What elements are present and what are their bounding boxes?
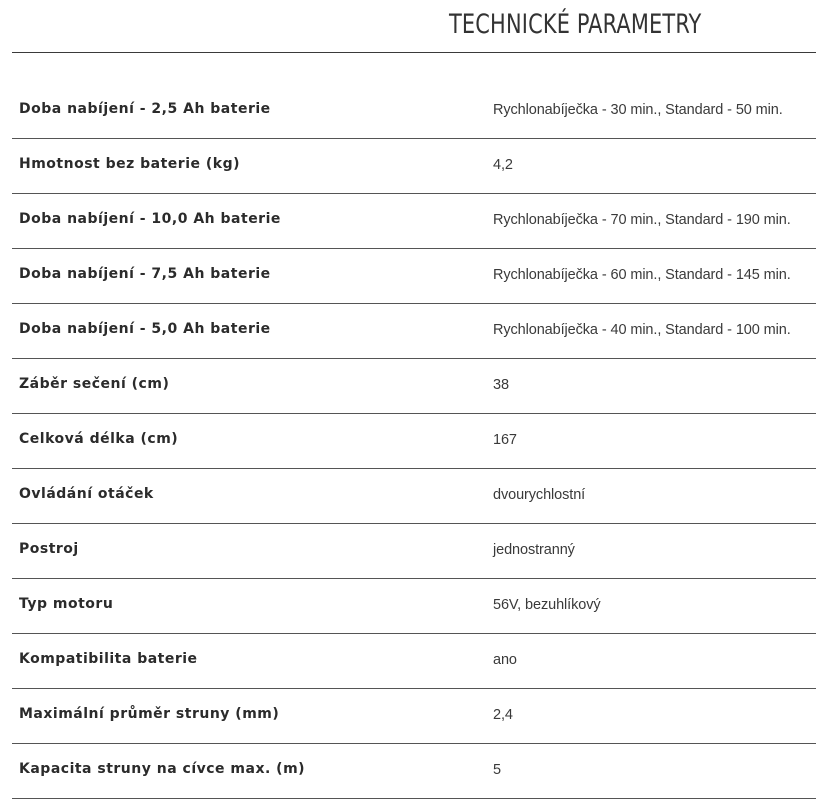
spec-label: Doba nabíjení - 7,5 Ah baterie	[19, 266, 271, 282]
spec-label: Kapacita struny na cívce max. (m)	[19, 761, 306, 777]
spec-label: Doba nabíjení - 10,0 Ah baterie	[19, 211, 281, 227]
spec-value: 56V, bezuhlíkový	[493, 597, 601, 613]
spec-value: jednostranný	[493, 542, 575, 558]
spec-label: Celková délka (cm)	[19, 431, 179, 447]
spec-row	[12, 689, 816, 744]
spec-label: Doba nabíjení - 2,5 Ah baterie	[19, 101, 271, 117]
spec-label: Doba nabíjení - 5,0 Ah baterie	[19, 321, 271, 337]
spec-value: dvourychlostní	[493, 487, 586, 503]
spec-value: Rychlonabíječka - 30 min., Standard - 50 min.	[493, 102, 783, 118]
spec-value: 2,4	[493, 707, 513, 723]
spec-row	[12, 139, 816, 194]
spec-value: 167	[493, 432, 517, 448]
section-title: TECHNICKÉ PARAMETRY	[449, 9, 702, 40]
spec-value: 5	[493, 762, 501, 778]
spec-label: Záběr sečení (cm)	[19, 376, 170, 392]
spec-table	[12, 84, 816, 799]
spec-label: Postroj	[19, 541, 79, 557]
spec-label: Maximální průměr struny (mm)	[19, 706, 280, 722]
spec-value: Rychlonabíječka - 70 min., Standard - 190 min.	[493, 212, 791, 228]
spec-value: Rychlonabíječka - 60 min., Standard - 145 min.	[493, 267, 791, 283]
spec-label: Ovládání otáček	[19, 486, 154, 502]
spec-row	[12, 634, 816, 689]
spec-row	[12, 84, 816, 139]
spec-label: Hmotnost bez baterie (kg)	[19, 156, 240, 172]
spec-row	[12, 744, 816, 799]
spec-row	[12, 304, 816, 359]
spec-label: Typ motoru	[19, 596, 114, 612]
spec-row	[12, 579, 816, 634]
spec-value: 38	[493, 377, 509, 393]
spec-value: ano	[493, 652, 517, 668]
section-header	[12, 0, 816, 53]
spec-value: Rychlonabíječka - 40 min., Standard - 100 min.	[493, 322, 791, 338]
spec-label: Kompatibilita baterie	[19, 651, 198, 667]
spec-row	[12, 249, 816, 304]
spec-row	[12, 469, 816, 524]
spec-row	[12, 414, 816, 469]
spec-row	[12, 194, 816, 249]
spec-value: 4,2	[493, 157, 513, 173]
spec-row	[12, 524, 816, 579]
spec-row	[12, 359, 816, 414]
